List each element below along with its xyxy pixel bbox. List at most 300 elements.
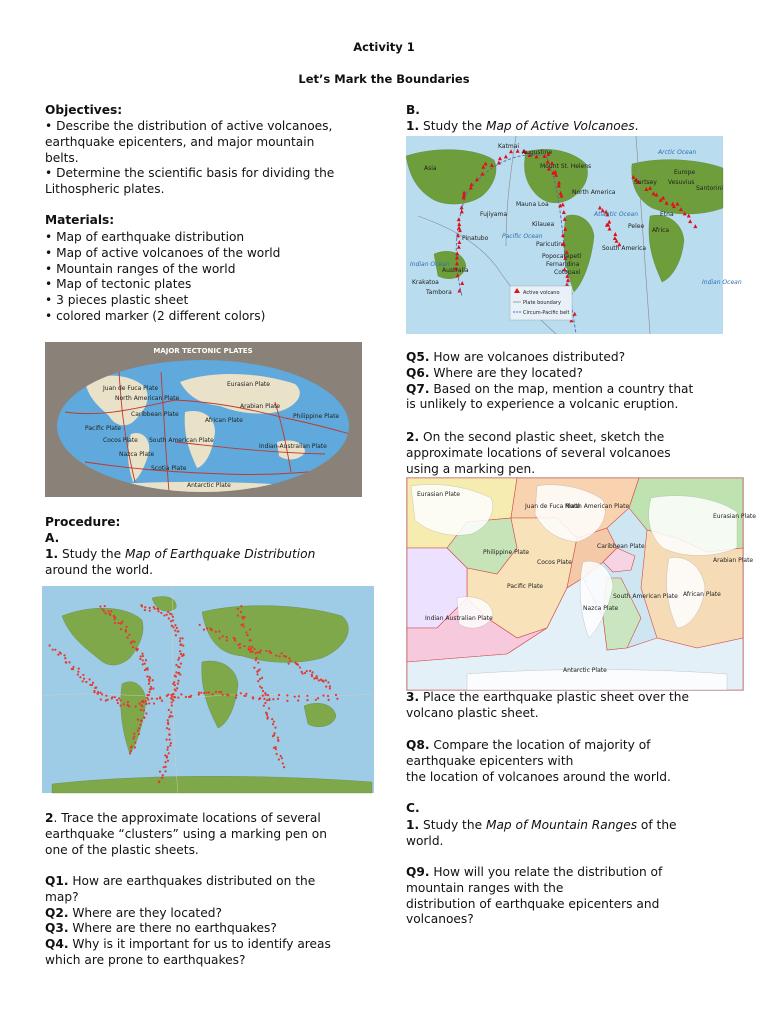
earthquake-epicenter-dot [265,650,267,652]
map-label: South America [602,245,647,252]
earthquake-epicenter-dot [167,746,169,748]
earthquake-epicenter-dot [240,692,242,694]
question-text: Why is it important for us to identify areas [68,937,331,952]
map-label: Nazca Plate [119,451,155,458]
earthquake-epicenter-dot [328,699,330,701]
questions-a [45,874,331,969]
step-text: Study the [58,547,125,561]
earthquake-epicenter-dot [140,655,142,657]
earthquake-epicenter-dot [243,695,245,697]
map-label: Katmai [498,143,520,150]
earthquake-epicenter-dot [265,694,267,696]
earthquake-epicenter-dot [107,610,109,612]
material-item: • colored marker (2 different colors) [45,308,266,323]
volcano-marker-icon [457,245,461,249]
map-label: Cotopaxi [554,269,581,276]
earthquake-epicenter-dot [277,739,279,741]
step-text: approximate locations of several volcanoes [406,445,671,460]
earthquake-epicenter-dot [235,697,237,699]
earthquake-epicenter-dot [127,701,129,703]
earthquake-epicenter-dot [260,649,262,651]
earthquake-epicenter-dot [54,649,56,651]
map-label: Pacific Ocean [502,233,543,240]
objectives-list [45,119,334,198]
earthquake-epicenter-dot [173,696,175,698]
step-number: 2. [406,430,420,444]
step-b1 [406,119,638,135]
earthquake-epicenter-dot [253,648,255,650]
earthquake-epicenter-dot [137,730,139,732]
map-label: Augustine [522,149,553,156]
map-label: Caribbean Plate [131,411,179,418]
earthquake-epicenter-dot [215,691,217,693]
earthquake-epicenter-dot [179,640,181,642]
earthquake-epicenter-dot [177,659,179,661]
map-label: Asia [424,165,437,172]
earthquake-epicenter-dot [206,627,208,629]
volcano-marker-icon [457,222,461,226]
step-b3 [406,690,689,722]
earthquake-epicenter-dot [266,718,268,720]
map-label: Mauna Loa [516,201,549,208]
earthquake-epicenter-dot [145,659,147,661]
earthquake-epicenter-dot [152,679,154,681]
earthquake-epicenter-dot [262,690,264,692]
earthquake-epicenter-dot [134,741,136,743]
earthquake-epicenter-dot [222,635,224,637]
earthquake-epicenter-dot [288,657,290,659]
step-number: 1. [45,547,59,561]
earthquake-epicenter-dot [329,685,331,687]
earthquake-epicenter-dot [245,631,247,633]
material-item: • Map of active volcanoes of the world [45,245,281,260]
step-number: 1. [406,818,420,832]
earthquake-epicenter-dot [138,733,140,735]
step-text: one of the plastic sheets. [45,842,199,857]
earthquake-epicenter-dot [211,629,213,631]
earthquake-epicenter-dot [171,701,173,703]
earthquake-epicenter-dot [285,655,287,657]
earthquake-epicenter-dot [273,721,275,723]
volcano-marker-icon [457,240,461,244]
material-item: • 3 pieces plastic sheet [45,293,189,308]
map-label: Cocos Plate [103,437,138,444]
earthquake-epicenter-dot [244,616,246,618]
earthquake-epicenter-dot [179,637,181,639]
earthquake-epicenter-dot [146,675,148,677]
legend-label: Active volcano [523,290,560,296]
active-volcanoes-map [406,136,742,334]
earthquake-epicenter-dot [272,698,274,700]
question-text: Where are there no earthquakes? [68,921,277,936]
earthquake-epicenter-dot [137,719,139,721]
earthquake-epicenter-dot [167,760,169,762]
map-label: Indian Australian Plate [425,615,493,622]
earthquake-epicenter-dot [129,752,131,754]
earthquake-epicenter-dot [168,733,170,735]
earthquake-epicenter-dot [262,695,264,697]
materials-list [45,230,280,325]
earthquake-epicenter-dot [166,695,168,697]
earthquake-epicenter-dot [168,728,170,730]
earthquake-epicenter-dot [176,687,178,689]
question-number: Q7. [406,381,430,396]
earthquake-epicenter-dot [72,668,74,670]
earthquake-epicenter-dot [141,653,143,655]
earthquake-epicenter-dot [257,680,259,682]
material-item: • Mountain ranges of the world [45,261,236,276]
earthquake-epicenter-dot [163,614,165,616]
volcano-marker-icon [561,202,565,206]
earthquake-epicenter-dot [179,666,181,668]
volcano-marker-icon [693,224,697,228]
earthquake-epicenter-dot [200,692,202,694]
earthquake-epicenter-dot [205,691,207,693]
question-number: Q3. [45,921,69,936]
earthquake-epicenter-dot [245,693,247,695]
earthquake-epicenter-dot [257,670,259,672]
earthquake-epicenter-dot [294,696,296,698]
tectonic-map-title: MAJOR TECTONIC PLATES [153,347,253,355]
earthquake-epicenter-dot [146,669,148,671]
earthquake-epicenter-dot [78,668,80,670]
earthquake-epicenter-dot [259,678,261,680]
earthquake-epicenter-dot [248,646,250,648]
question-text: distribution of earthquake epicenters and [406,896,660,911]
earthquake-epicenter-dot [169,744,171,746]
question-text: mountain ranges with the [406,880,564,895]
earthquake-epicenter-dot [174,675,176,677]
earthquake-epicenter-dot [172,693,174,695]
earthquake-epicenter-dot [174,629,176,631]
earthquake-epicenter-dot [261,677,263,679]
earthquake-epicenter-dot [180,693,182,695]
earthquake-epicenter-dot [172,619,174,621]
earthquake-epicenter-dot [72,666,74,668]
earthquake-epicenter-dot [146,697,148,699]
map-label: Surtsey [634,179,657,186]
earthquake-epicenter-dot [64,657,66,659]
earthquake-epicenter-dot [139,658,141,660]
earthquake-epicenter-dot [297,664,299,666]
step-a2 [45,811,327,858]
earthquake-epicenter-dot [175,671,177,673]
earthquake-epicenter-dot [316,675,318,677]
earthquake-epicenter-dot [65,661,67,663]
earthquake-epicenter-dot [179,643,181,645]
earthquake-epicenter-dot [221,694,223,696]
map-label: Paricutin [536,241,563,248]
step-text: . Trace the approximate locations of several [53,811,321,825]
earthquake-epicenter-dot [166,738,168,740]
earthquake-epicenter-dot [181,655,183,657]
plates-boundary-map [406,477,756,691]
earthquake-epicenter-dot [68,661,70,663]
earthquake-epicenter-dot [281,757,283,759]
earthquake-epicenter-dot [92,682,94,684]
step-text: of the [637,818,677,832]
earthquake-epicenter-dot [311,671,313,673]
earthquake-epicenter-dot [130,750,132,752]
map-label: Popocatepetl [542,253,582,260]
earthquake-epicenter-dot [144,609,146,611]
map-label: North American Plate [565,503,630,510]
earthquake-epicenter-dot [149,610,151,612]
map-label: Arctic Ocean [658,149,697,156]
earthquake-epicenter-dot [49,644,51,646]
map-label: Krakatoa [412,279,439,286]
map-label: Pelee [628,223,645,230]
earthquake-epicenter-dot [253,667,255,669]
earthquake-epicenter-dot [263,705,265,707]
material-item: • Map of earthquake distribution [45,230,245,244]
earthquake-epicenter-dot [315,699,317,701]
earthquake-epicenter-dot [302,672,304,674]
earthquake-epicenter-dot [237,608,239,610]
question-text: the location of volcanoes around the world. [406,769,671,784]
earthquake-epicenter-dot [164,754,166,756]
earthquake-epicenter-dot [174,624,176,626]
earthquake-epicenter-dot [162,774,164,776]
objective-line: • Determine the scientific basis for dividing the [45,166,335,181]
earthquake-epicenter-dot [287,663,289,665]
earthquake-epicenter-dot [103,610,105,612]
earthquake-epicenter-dot [203,629,205,631]
earthquake-epicenter-dot [212,693,214,695]
earthquake-epicenter-dot [264,702,266,704]
map-label: African Plate [205,417,243,424]
earthquake-epicenter-dot [311,675,313,677]
earthquake-epicenter-dot [274,727,276,729]
earthquake-epicenter-dot [237,614,239,616]
question-text: Based on the map, mention a country that [429,381,694,396]
earthquake-epicenter-dot [268,699,270,701]
earthquake-epicenter-dot [88,678,90,680]
earthquake-epicenter-dot [306,699,308,701]
earthquake-epicenter-dot [165,766,167,768]
earthquake-epicenter-dot [218,630,220,632]
earthquake-epicenter-dot [107,699,109,701]
earthquake-epicenter-dot [141,701,143,703]
map-label: Kilauea [532,221,555,228]
earthquake-epicenter-dot [145,712,147,714]
section-c-label: C. [406,801,420,815]
step-c1-line2: world. [406,834,444,848]
volcano-marker-icon [613,232,617,236]
earthquake-epicenter-dot [144,669,146,671]
earthquake-epicenter-dot [145,700,147,702]
map-label: Caribbean Plate [597,543,645,550]
earthquake-epicenter-dot [275,655,277,657]
earthquake-epicenter-dot [271,718,273,720]
earthquake-epicenter-dot [143,716,145,718]
earthquake-epicenter-dot [152,687,154,689]
objective-line: Lithospheric plates. [45,182,165,197]
earthquake-epicenter-dot [85,681,87,683]
activity-title: Activity 1 [353,40,415,54]
earthquake-epicenter-dot [246,634,248,636]
earthquake-epicenter-dot [272,735,274,737]
earthquake-epicenter-dot [77,673,79,675]
map-label: Pacific Plate [507,583,543,590]
map-reference: Map of Earthquake Distribution [124,547,316,561]
earthquake-epicenter-dot [306,670,308,672]
earthquake-epicenter-dot [175,634,177,636]
earthquake-epicenter-dot [273,732,275,734]
step-text: earthquake “clusters” using a marking pen on [45,826,327,841]
earthquake-epicenter-dot [157,610,159,612]
question-text: How are volcanoes distributed? [429,350,626,364]
earthquake-epicenter-dot [178,657,180,659]
earthquake-epicenter-dot [169,738,171,740]
earthquake-epicenter-dot [99,605,101,607]
earthquake-epicenter-dot [120,622,122,624]
earthquake-epicenter-dot [77,671,79,673]
earthquake-epicenter-dot [132,646,134,648]
earthquake-epicenter-dot [329,687,331,689]
earthquake-epicenter-dot [215,631,217,633]
step-number: 2 [45,811,54,825]
materials-heading: Materials: [45,213,115,227]
earthquake-epicenter-dot [181,637,183,639]
earthquake-epicenter-dot [158,780,160,782]
earthquake-epicenter-dot [282,762,284,764]
earthquake-epicenter-dot [336,698,338,700]
earthquake-epicenter-dot [226,639,228,641]
earthquake-epicenter-dot [171,704,173,706]
question-text: Where are they located? [68,905,222,920]
earthquake-epicenter-dot [172,626,174,628]
earthquake-epicenter-dot [327,681,329,683]
earthquake-epicenter-dot [164,761,166,763]
earthquake-epicenter-dot [134,746,136,748]
earthquake-epicenter-dot [117,622,119,624]
earthquake-epicenter-dot [313,677,315,679]
earthquake-epicenter-dot [145,703,147,705]
earthquake-epicenter-dot [166,756,168,758]
earthquake-epicenter-dot [161,777,163,779]
volcano-marker-icon [498,156,502,160]
earthquake-epicenter-dot [132,737,134,739]
earthquake-epicenter-dot [179,650,181,652]
earthquake-epicenter-dot [117,702,119,704]
earthquake-epicenter-dot [163,766,165,768]
step-a1-line2: around the world. [45,563,154,577]
earthquake-epicenter-dot [167,723,169,725]
earthquake-epicenter-dot [123,703,125,705]
earthquake-epicenter-dot [261,687,263,689]
earthquake-epicenter-dot [120,699,122,701]
question-number: Q5. [406,350,430,364]
earthquake-epicenter-dot [138,727,140,729]
earthquake-epicenter-dot [96,693,98,695]
earthquake-epicenter-dot [177,680,179,682]
map-label: Etna [660,211,674,218]
earthquake-epicenter-dot [99,692,101,694]
earthquake-epicenter-dot [306,695,308,697]
earthquake-epicenter-dot [259,697,261,699]
earthquake-epicenter-dot [142,659,144,661]
earthquake-epicenter-dot [267,694,269,696]
earthquake-epicenter-dot [170,711,172,713]
earthquake-epicenter-dot [109,614,111,616]
earthquake-epicenter-dot [171,613,173,615]
earthquake-epicenter-dot [135,705,137,707]
map-label: Philippine Plate [483,549,530,556]
earthquake-epicenter-dot [286,694,288,696]
earthquake-epicenter-dot [110,610,112,612]
earthquake-epicenter-dot [298,695,300,697]
earthquake-epicenter-dot [100,698,102,700]
earthquake-epicenter-dot [171,698,173,700]
earthquake-epicenter-dot [243,625,245,627]
earthquake-epicenter-dot [227,694,229,696]
earthquake-epicenter-dot [126,636,128,638]
earthquake-epicenter-dot [198,693,200,695]
earthquake-epicenter-dot [105,612,107,614]
activity-subtitle: Let’s Mark the Boundaries [298,72,470,86]
earthquake-epicenter-dot [111,696,113,698]
volcano-marker-icon [688,219,692,223]
tectonic-plates-map [45,342,362,497]
earthquake-epicenter-dot [139,724,141,726]
earthquake-epicenter-dot [133,733,135,735]
map-label: Fernandina [546,261,580,268]
earthquake-epicenter-dot [167,611,169,613]
earthquake-epicenter-dot [60,652,62,654]
earthquake-epicenter-dot [164,770,166,772]
earthquake-epicenter-dot [148,676,150,678]
earthquake-epicenter-dot [125,630,127,632]
earthquake-epicenter-dot [286,700,288,702]
earthquake-epicenter-dot [179,673,181,675]
earthquake-epicenter-dot [234,639,236,641]
step-number: 3. [406,690,420,704]
map-label: Indian Ocean [410,261,450,268]
earthquake-epicenter-dot [218,691,220,693]
earthquake-epicenter-dot [160,612,162,614]
earthquake-epicenter-dot [255,657,257,659]
earthquake-epicenter-dot [114,622,116,624]
question-text: is unlikely to experience a volcanic eruption. [406,397,679,412]
earthquake-epicenter-dot [283,766,285,768]
map-label: Indian Ocean [702,279,742,286]
earthquake-epicenter-dot [128,705,130,707]
earthquake-epicenter-dot [148,691,150,693]
map-label: Vesuvius [668,179,695,186]
question-number: Q6. [406,365,430,380]
earthquake-epicenter-dot [171,695,173,697]
earthquake-epicenter-dot [118,697,120,699]
map-label: Nazca Plate [583,605,619,612]
earthquake-epicenter-dot [168,709,170,711]
volcano-marker-icon [608,226,612,230]
volcano-marker-icon [460,281,464,285]
volcano-marker-icon [457,217,461,221]
earthquake-epicenter-dot [156,698,158,700]
map-label: Juan de Fuca Plate [103,385,159,392]
earthquake-epicenter-dot [255,659,257,661]
earthquake-epicenter-dot [304,672,306,674]
earthquake-epicenter-dot [242,623,244,625]
earthquake-epicenter-dot [289,660,291,662]
earthquake-epicenter-dot [167,719,169,721]
earthquake-epicenter-dot [89,684,91,686]
earthquake-epicenter-dot [182,644,184,646]
earthquake-epicenter-dot [277,698,279,700]
question-text: earthquake epicenters with [406,753,574,768]
map-label: Indian-Australian Plate [259,443,327,450]
